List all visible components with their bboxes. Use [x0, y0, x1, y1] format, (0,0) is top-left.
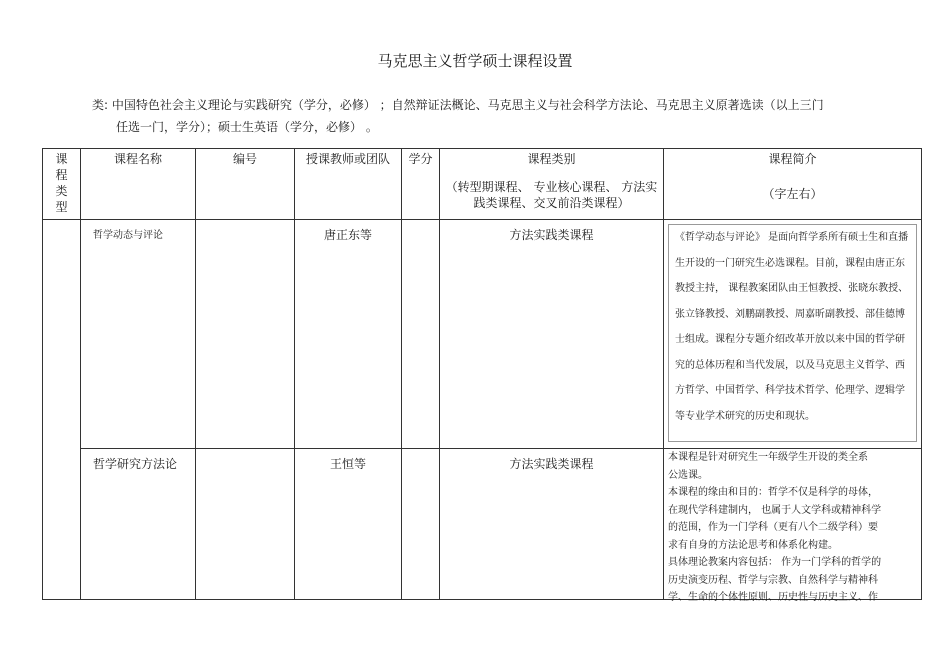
description-line: 本课程的缘由和目的：哲学不仅是科学的母体， [668, 487, 878, 498]
description-line: 历史演变历程、哲学与宗教、自然科学与精神科 [668, 574, 878, 586]
intro-line-2: 任选一门，学分）；硕士生英语（学分，必修） 。 [116, 120, 378, 134]
header-course-type: 课程类型 [43, 149, 81, 220]
description-line: 公选课。 [668, 469, 708, 481]
teacher-cell: 唐正东等 [295, 220, 402, 449]
description-line: 学、生命的个体性原则、历史性与历史主义、作 [668, 592, 878, 603]
course-description [664, 449, 921, 603]
description-line: 求有自身的方法论思考和体系化构建。 [668, 539, 838, 551]
course-type-cell [43, 220, 81, 600]
intro-paragraph [92, 94, 902, 138]
header-course-name: 课程名称 [81, 149, 196, 220]
credit-cell [402, 220, 440, 449]
category-cell: 方法实践类课程 [440, 449, 664, 600]
document-title: 马克思主义哲学硕士课程设置 [377, 52, 573, 70]
description-cell [664, 220, 922, 449]
table-row [43, 449, 922, 600]
intro-line-1: 类: 中国特色社会主义理论与实践研究（学分，必修） ；自然辩证法概论、马克思主义与社会科学方法论、马克思主义原著选读（以上三门 [92, 98, 824, 112]
course-table [42, 148, 922, 603]
description-cell [664, 449, 922, 603]
header-teacher: 授课教师或团队 [295, 149, 402, 220]
category-cell: 方法实践类课程 [440, 220, 664, 449]
table-header-row [43, 149, 922, 220]
description-line: 本课程是针对研究生一年级学生开设的类全系 [668, 452, 868, 463]
header-credit: 学分 [402, 149, 440, 220]
header-intro: 课程简介 （字左右） [664, 149, 922, 220]
header-category: 课程类别 （转型期课程、 专业核心课程、 方法实践类课程、交叉前沿类课程） [440, 149, 664, 220]
teacher-cell: 王恒等 [295, 449, 402, 600]
course-description: 《哲学动态与评论》 是面向哲学系所有硕士生和直播生开设的一门研究生必选课程。目前，课程由唐正东教授主持， 课程教案团队由王恒教授、张晓东教授、张立锋教授、刘鹏副教授、周嘉昕副教授、部佳德博士组成。课程分专题介绍改革开放以来中国的哲学研究的总体历程和当代发展，以及马克思主义哲学、西方哲学、中国哲学、科学技术哲学、伦理学、逻辑学等专业学术研究的历史和现状。 [668, 224, 917, 442]
course-name-cell: 哲学动态与评论 [81, 220, 196, 449]
description-line: 的范围，作为一门学科（更有八个二级学科）要 [668, 522, 878, 533]
course-name-cell: 哲学研究方法论 [81, 449, 196, 600]
credit-cell [402, 449, 440, 600]
description-line: 在现代学科建制内， 也属于人文学科或精神科学 [668, 504, 882, 516]
header-category-sub: （转型期课程、 专业核心课程、 方法实践类课程、交叉前沿类课程） [445, 180, 658, 210]
header-intro-sub: （字左右） [762, 187, 823, 201]
table-row [43, 220, 922, 449]
course-code-cell [196, 449, 295, 600]
header-code: 编号 [196, 149, 295, 220]
course-code-cell [196, 220, 295, 449]
description-line: 具体理论教案内容包括： 作为一门学科的哲学的 [668, 557, 882, 568]
